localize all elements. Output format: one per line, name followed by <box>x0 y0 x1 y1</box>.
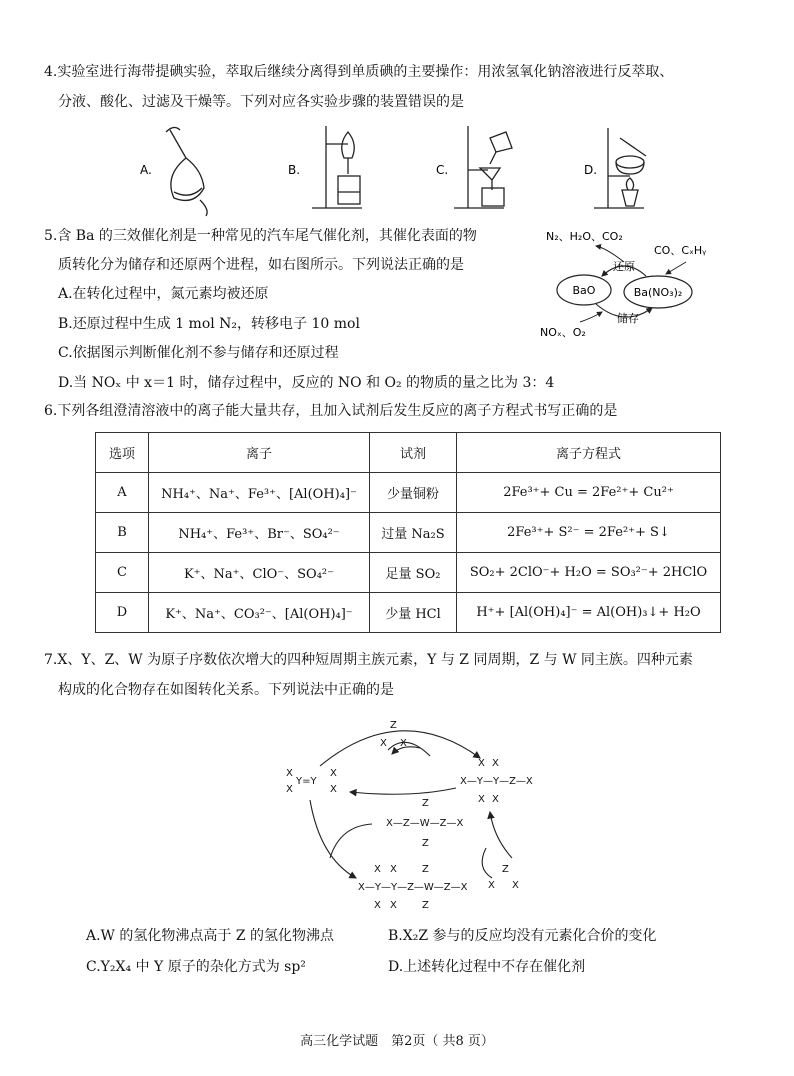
molecule-x2z-top <box>380 720 407 749</box>
q4-stem-line1: 4.实验室进行海带提碘实验，萃取后继续分离得到单质碘的主要操作：用浓氢氧化钠溶液进行反萃取、 <box>44 64 674 80</box>
diagram-node-ba-nitrate-label: Ba(NO₃)₂ <box>633 286 683 299</box>
diagram-reactants-label: NOₓ、O₂ <box>540 326 586 339</box>
svg-text:Y=Y: Y=Y <box>296 776 317 787</box>
q5-catalyst-cycle-diagram <box>536 222 722 344</box>
svg-text:X: X <box>286 768 293 779</box>
table-cell-ions: NH₄⁺、Fe³⁺、Br⁻、SO₄²⁻ <box>149 513 370 553</box>
svg-text:X: X <box>488 880 495 891</box>
q7-option-b: B.X₂Z 参与的反应均没有元素化合价的变化 <box>388 928 657 944</box>
table-header-ions: 离子 <box>149 433 370 473</box>
q6-stem: 6.下列各组澄清溶液中的离子能大量共存，且加入试剂后发生反应的离子方程式书写正确的是 <box>44 403 618 419</box>
q5-stem-line2: 质转化分为储存和还原两个进程，如右图所示。下列说法正确的是 <box>58 257 464 273</box>
svg-text:Z: Z <box>502 864 509 875</box>
svg-text:Z: Z <box>422 798 429 809</box>
svg-text:Z: Z <box>422 900 429 911</box>
apparatus-b-stand-funnel <box>312 126 362 208</box>
table-row <box>96 513 721 553</box>
q4-apparatus-figure <box>130 118 660 218</box>
diagram-node-bao-label: BaO <box>572 284 596 297</box>
table-cell-equation: 2Fe³⁺+ S²⁻ = 2Fe²⁺+ S↓ <box>457 513 721 553</box>
q5-option-c: C.依据图示判断催化剂不参与储存和还原过程 <box>58 345 339 361</box>
q5-option-b: B.还原过程中生成 1 mol N₂，转移电子 10 mol <box>58 316 360 332</box>
table-header-equation: 离子方程式 <box>457 433 721 473</box>
table-cell-ions: NH₄⁺、Na⁺、Fe³⁺、[Al(OH)₄]⁻ <box>149 473 370 513</box>
q7-option-a: A.W 的氢化物沸点高于 Z 的氢化物沸点 <box>86 928 335 944</box>
svg-text:X: X <box>512 880 519 891</box>
svg-text:X: X <box>400 738 407 749</box>
q5-option-d: D.当 NOₓ 中 x＝1 时，储存过程中，反应的 NO 和 O₂ 的物质的量之比为 3：4 <box>58 375 555 391</box>
page-footer: 高三化学试题 第2页（ 共8 页） <box>300 1034 494 1049</box>
apparatus-label-c: C. <box>436 163 449 177</box>
table-cell-reagent: 过量 Na₂S <box>370 513 457 553</box>
molecule-sulfuric-acid <box>386 798 463 849</box>
svg-text:X: X <box>478 758 485 769</box>
diagram-reductants-label: CO、CₓHᵧ <box>654 244 707 257</box>
svg-text:X: X <box>390 864 397 875</box>
svg-text:X: X <box>286 784 293 795</box>
svg-text:Z: Z <box>390 720 397 731</box>
table-cell-equation: 2Fe³⁺+ Cu = 2Fe²⁺+ Cu²⁺ <box>457 473 721 513</box>
svg-text:Z: Z <box>422 864 429 875</box>
apparatus-label-d: D. <box>584 163 598 177</box>
apparatus-label-b: B. <box>288 163 301 177</box>
q7-stem-line2: 构成的化合物存在如图转化关系。下列说法中正确的是 <box>58 682 394 698</box>
svg-text:X: X <box>330 784 337 795</box>
q7-option-d: D.上述转化过程中不存在催化剂 <box>388 959 586 975</box>
svg-text:X: X <box>390 900 397 911</box>
molecule-ethanol <box>460 758 533 805</box>
table-cell-reagent: 少量铜粉 <box>370 473 457 513</box>
table-cell-reagent: 足量 SO₂ <box>370 553 457 593</box>
q6-ion-table <box>95 432 721 633</box>
svg-text:X: X <box>374 900 381 911</box>
q5-stem-line1: 5.含 Ba 的三效催化剂是一种常见的汽车尾气催化剂，其催化表面的物 <box>44 228 477 244</box>
svg-text:X: X <box>380 738 387 749</box>
table-header-option: 选项 <box>96 433 149 473</box>
svg-text:X—Z—W—Z—X: X—Z—W—Z—X <box>386 818 464 829</box>
molecule-x2z-bottom <box>488 864 519 891</box>
table-cell-reagent: 少量 HCl <box>370 593 457 633</box>
table-cell-ions: K⁺、Na⁺、ClO⁻、SO₄²⁻ <box>149 553 370 593</box>
diagram-arrow-reduction-label: 还原 <box>613 260 635 273</box>
table-cell-option: B <box>96 513 149 553</box>
apparatus-a-separatory-funnel <box>166 127 207 216</box>
q7-structure-transformation-diagram <box>280 708 570 916</box>
table-row <box>96 473 721 513</box>
table-cell-ions: K⁺、Na⁺、CO₃²⁻、[Al(OH)₄]⁻ <box>149 593 370 633</box>
table-row <box>96 553 721 593</box>
svg-text:X: X <box>478 794 485 805</box>
q7-option-c: C.Y₂X₄ 中 Y 原子的杂化方式为 sp² <box>86 959 306 975</box>
apparatus-label-a: A. <box>140 163 152 177</box>
svg-text:X: X <box>492 794 499 805</box>
q7-stem-line1: 7.X、Y、Z、W 为原子序数依次增大的四种短周期主族元素，Y 与 Z 同周期，Z 与 W 同主族。四种元素 <box>44 652 693 668</box>
apparatus-d-heating <box>594 128 646 208</box>
table-cell-option: D <box>96 593 149 633</box>
svg-text:X—Y—Y—Z—W—Z—X: X—Y—Y—Z—W—Z—X <box>358 882 468 893</box>
q4-stem-line2: 分液、酸化、过滤及干燥等。下列对应各实验步骤的装置错误的是 <box>58 94 464 110</box>
table-cell-option: A <box>96 473 149 513</box>
table-cell-equation: SO₂+ 2ClO⁻+ H₂O = SO₃²⁻+ 2HClO <box>457 553 721 593</box>
svg-text:X: X <box>492 758 499 769</box>
apparatus-c-filtration <box>454 126 512 208</box>
table-cell-option: C <box>96 553 149 593</box>
diagram-products-label: N₂、H₂O、CO₂ <box>546 230 623 243</box>
svg-text:X—Y—Y—Z—X: X—Y—Y—Z—X <box>460 776 533 787</box>
svg-text:Z: Z <box>422 838 429 849</box>
svg-text:X: X <box>374 864 381 875</box>
molecule-ethyl-hydrogen-sulfate <box>358 864 468 911</box>
table-cell-equation: H⁺+ [Al(OH)₄]⁻ = Al(OH)₃↓+ H₂O <box>457 593 721 633</box>
table-header-row <box>96 433 721 473</box>
molecule-y2x4 <box>286 768 337 795</box>
svg-text:X: X <box>330 768 337 779</box>
q5-option-a: A.在转化过程中，氮元素均被还原 <box>58 286 269 302</box>
table-row <box>96 593 721 633</box>
table-header-reagent: 试剂 <box>370 433 457 473</box>
diagram-arrow-storage-label: 储存 <box>617 312 639 325</box>
